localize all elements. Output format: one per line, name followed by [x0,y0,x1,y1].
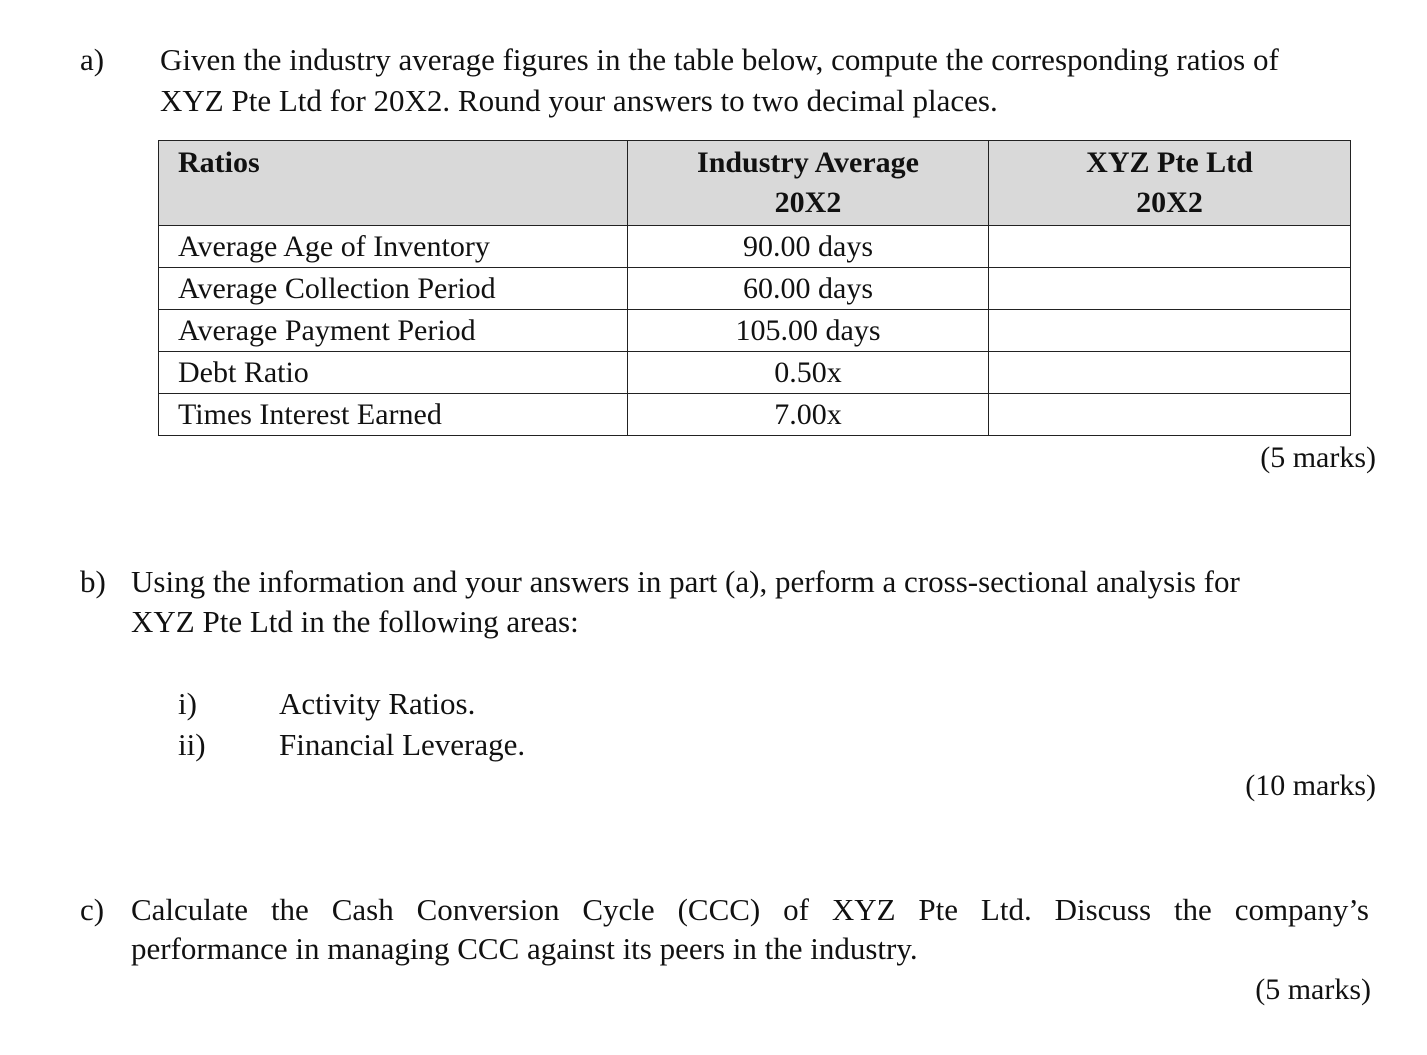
part-b-marks: (10 marks) [1245,769,1376,802]
list-item-text: Activity Ratios. [279,686,476,721]
justified-word: Ltd. [980,892,1032,927]
header-industry-average-line-2: 20X2 [774,186,842,219]
industry-value-cell: 7.00x [628,394,989,436]
xyz-answer-cell [989,310,1351,352]
table-header-row [159,141,1351,226]
justified-word: Cash [331,892,394,927]
part-b-question-line-1: Using the information and your answers in part (a), perform a cross-sectional analysis for [131,564,1240,599]
table-row [159,226,1351,268]
justified-word: of [783,892,809,927]
part-b-label: b) [80,564,106,599]
ratio-name-cell: Times Interest Earned [159,394,628,436]
industry-value-cell: 90.00 days [628,226,989,268]
justified-word: the [270,892,309,927]
ratio-name-cell: Average Age of Inventory [159,226,628,268]
header-ratios [159,141,628,226]
header-xyz-pte-ltd [989,141,1351,226]
header-xyz-line-1: XYZ Pte Ltd [1086,146,1253,179]
xyz-answer-cell [989,226,1351,268]
part-a-label: a) [80,42,105,77]
header-ratios-label: Ratios [178,146,260,179]
justified-word: Discuss [1054,892,1152,927]
ratio-name-cell: Average Collection Period [159,268,628,310]
ratio-name-cell: Average Payment Period [159,310,628,352]
table-row [159,352,1351,394]
header-industry-average-line-1: Industry Average [697,146,919,179]
industry-value-cell: 0.50x [628,352,989,394]
justified-word: XYZ [831,892,896,927]
industry-value-cell: 105.00 days [628,310,989,352]
justified-word: the [1173,892,1212,927]
part-c-question-line-2: performance in managing CCC against its peers in the industry. [131,931,918,966]
xyz-answer-cell [989,394,1351,436]
part-a-marks: (5 marks) [1260,441,1376,474]
industry-value-cell: 60.00 days [628,268,989,310]
list-item-number: ii) [178,727,206,762]
table-row [159,394,1351,436]
part-c-marks: (5 marks) [1255,973,1371,1006]
header-xyz-line-2: 20X2 [1136,186,1203,219]
list-item-text: Financial Leverage. [279,727,526,762]
part-c-question-line-1 [131,890,1369,930]
xyz-answer-cell [989,352,1351,394]
table-row [159,310,1351,352]
part-a-question-line-1: Given the industry average figures in the table below, compute the corresponding ratios of [160,42,1279,77]
justified-word: Calculate [131,892,249,927]
part-a-question-line-2: XYZ Pte Ltd for 20X2. Round your answers to two decimal places. [160,83,998,118]
part-c-label: c) [80,892,105,927]
justified-word: Conversion [416,892,560,927]
ratios-table [158,140,1351,436]
list-item-number: i) [178,686,197,721]
part-b-question-line-2: XYZ Pte Ltd in the following areas: [131,604,579,639]
xyz-answer-cell [989,268,1351,310]
ratio-name-cell: Debt Ratio [159,352,628,394]
justified-word: Pte [918,892,959,927]
table-row [159,268,1351,310]
justified-word: Cycle [582,892,655,927]
justified-word: company’s [1234,892,1369,927]
justified-word: (CCC) [677,892,761,927]
header-industry-average [628,141,989,226]
